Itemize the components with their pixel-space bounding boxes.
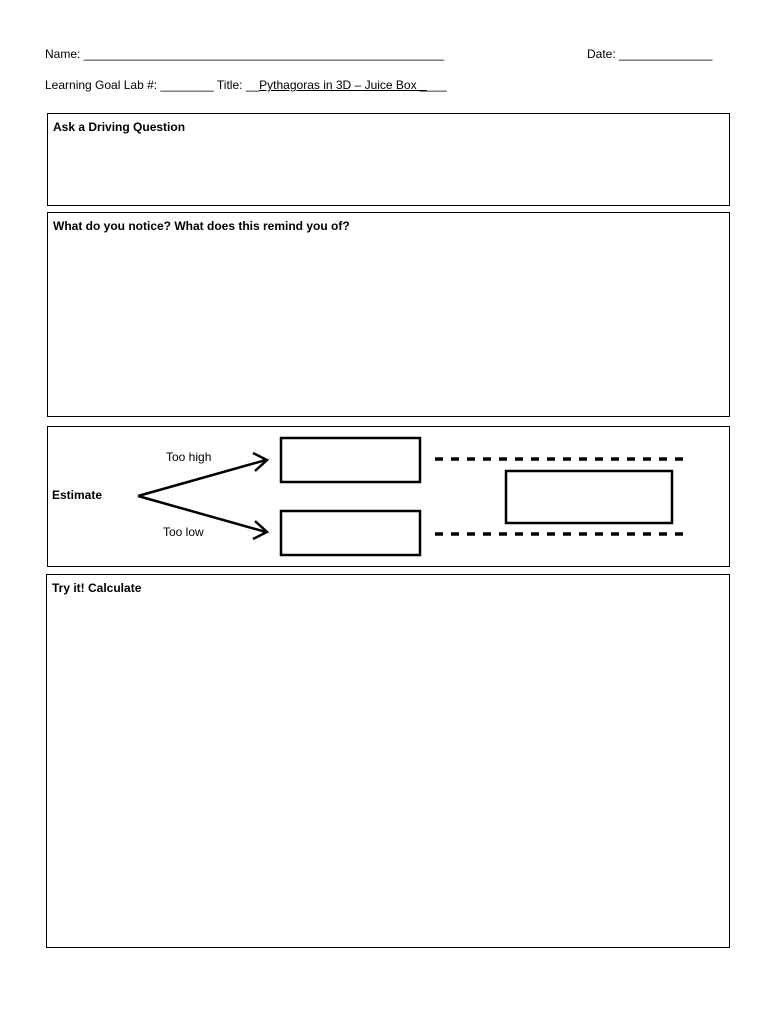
lab-title-line (45, 78, 447, 92)
estimate-label: Estimate (52, 488, 103, 502)
notice-label: What do you notice? What does this remind you of? (53, 219, 350, 233)
lab-label: Learning Goal Lab #: ________ Title: (45, 78, 243, 92)
title-prefix: __ (242, 78, 260, 92)
notice-box[interactable] (47, 212, 730, 417)
name-label: Name: ______________________________________________________ (45, 47, 445, 61)
title-suffix: ___ (426, 78, 447, 92)
estimate-diagram (48, 427, 729, 566)
too-high-box (281, 438, 420, 482)
driving-question-box[interactable] (47, 113, 730, 206)
date-line[interactable] (587, 47, 712, 61)
too-low-label: Too low (163, 525, 204, 539)
name-line[interactable] (45, 47, 444, 61)
calculate-box[interactable] (46, 574, 730, 948)
final-estimate-box (506, 471, 672, 523)
too-low-box (281, 511, 420, 555)
date-label: Date: ______________ (587, 47, 713, 61)
calculate-label: Try it! Calculate (52, 581, 142, 595)
too-high-label: Too high (166, 450, 212, 464)
arrow-up-line (138, 460, 266, 496)
estimate-box (47, 426, 730, 567)
lab-title: Pythagoras in 3D – Juice Box _ (259, 78, 427, 92)
driving-question-label: Ask a Driving Question (53, 120, 186, 134)
